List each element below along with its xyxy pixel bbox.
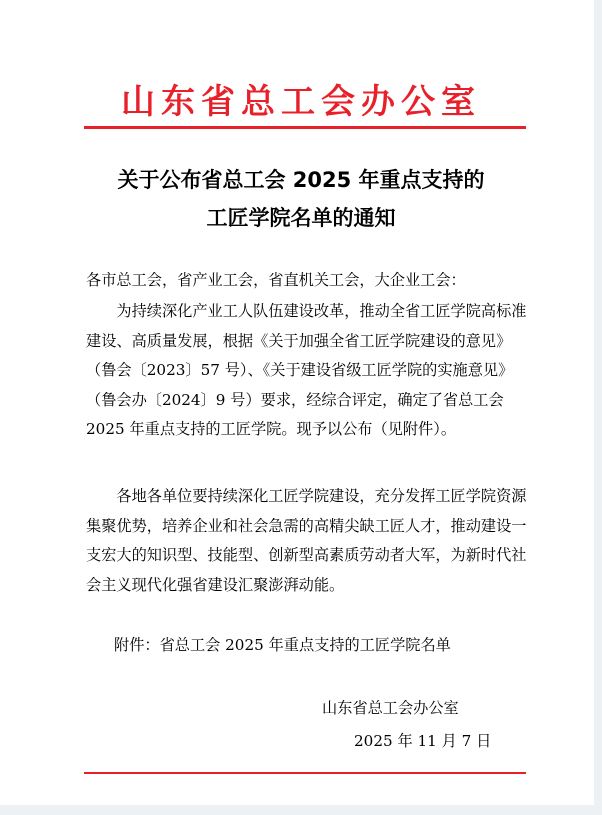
header-red-rule [84,126,526,129]
document-title-line-2: 工匠学院名单的通知 [206,206,396,230]
signature-organization: 山东省总工会办公室 [322,699,459,717]
signature-date: 2025 年 11 月 7 日 [354,732,492,750]
page-frame-bottom [0,805,602,815]
salutation: 各市总工会，省产业工会，省直机关工会，大企业工会： [86,271,466,289]
footer-red-rule [84,772,526,774]
attachment-note: 附件：省总工会 2025 年重点支持的工匠学院名单 [114,636,451,654]
body-paragraph-1: 为持续深化产业工人队伍建设改革，推动全省工匠学院高标准建设、高质量发展，根据《关于加强全省工匠学院建设的意见》（鲁会〔2023〕57 号）、《关于建设省级工匠学院的实施意见》（鲁会办〔2024〕9 号）要求，经综合评定，确定了省总工会 2025 年重点支持的工匠学院。现予以公布（见附件）。 [86,302,527,438]
issuer-header: 山东省总工会办公室 [121,82,481,122]
body-paragraph-2: 各地各单位要持续深化工匠学院建设，充分发挥工匠学院资源集聚优势，培养企业和社会急需的高精尖缺工匠人才，推动建设一支宏大的知识型、技能型、创新型高素质劳动者大军，为新时代社会主义现代化强省建设汇聚澎湃动能。 [86,487,527,594]
document-title-line-1: 关于公布省总工会 2025 年重点支持的 [117,168,485,192]
page-frame-right [594,0,602,815]
